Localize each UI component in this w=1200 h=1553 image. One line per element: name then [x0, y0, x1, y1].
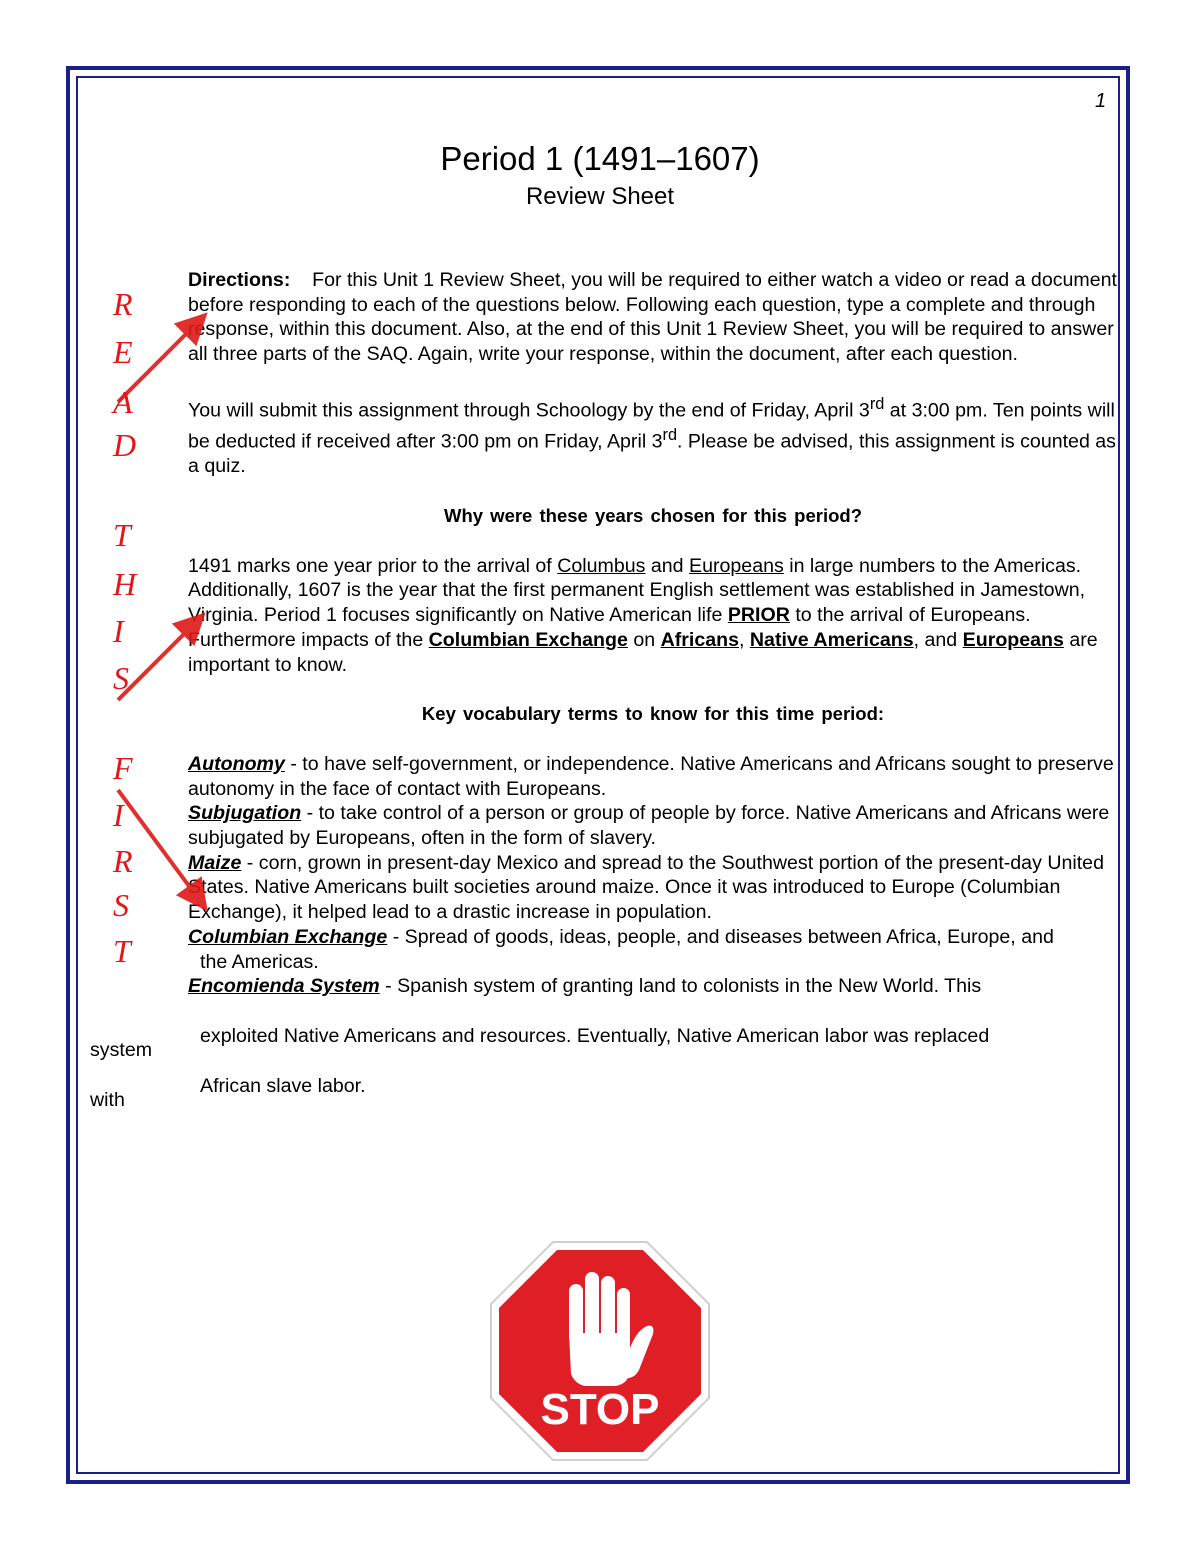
- arrow-right-up-icon: [118, 618, 200, 700]
- columbus-term: Columbus: [557, 554, 646, 577]
- annotation-letter: R: [113, 843, 133, 879]
- document-subtitle: Review Sheet: [525, 183, 675, 210]
- vocab-term: Subjugation: [188, 802, 302, 825]
- africans-term: Africans: [660, 628, 739, 651]
- ordinal-suffix: rd: [662, 426, 678, 445]
- vocab-definition: - corn, grown in present-day Mexico and spread to the Southwest portion of the present-day United States. Native Americans built societies around maize. Once it was introduced to Europe (Columbian Exchange), it helped lead to a drastic increase in population.: [188, 851, 1104, 924]
- encomienda-line-3: African slave labor.: [200, 1074, 366, 1097]
- vocab-definition: - to have self-government, or independence. Native Americans and Africans sought to preserve autonomy in the face of contact with Europeans.: [188, 752, 1114, 800]
- why-text: on: [627, 628, 661, 651]
- vocab-term: Autonomy: [188, 752, 285, 775]
- encomienda-overflow-word: system: [90, 1039, 153, 1061]
- encomienda-line-2: exploited Native Americans and resources. Eventually, Native American labor was replaced: [200, 1024, 990, 1047]
- annotation-letter: E: [113, 334, 133, 370]
- stop-sign-icon: [487, 1238, 713, 1464]
- vocab-definition: - to take control of a person or group of people by force. Native Americans and Africans were subjugated by Europeans, often in the form of slavery.: [188, 802, 1110, 850]
- annotation-letter: T: [113, 517, 131, 553]
- directions-label: Directions:: [188, 269, 291, 291]
- vocab-definition: - Spread of goods, ideas, people, and diseases between Africa, Europe, and: [387, 925, 1054, 948]
- arrow-right-down-icon: [118, 790, 203, 905]
- ordinal-suffix: rd: [869, 394, 885, 413]
- vocab-definition: - Spanish system of granting land to colonists in the New World. This: [379, 975, 982, 998]
- why-text: are important to know.: [188, 628, 1098, 676]
- annotation-letter: A: [113, 384, 133, 420]
- native-americans-term: Native Americans: [749, 628, 914, 651]
- vocab-heading: Key vocabulary terms to know for this time period:: [421, 703, 885, 725]
- submission-text-1: You will submit this assignment through Schoology by the end of Friday, April 3: [188, 399, 870, 422]
- annotation-letter: I: [113, 613, 124, 649]
- why-text: ,: [739, 628, 750, 651]
- annotation-letter: F: [113, 750, 133, 786]
- why-text: and: [645, 554, 690, 577]
- annotation-letter: D: [113, 427, 137, 463]
- stop-sign-text: STOP: [540, 1385, 660, 1434]
- europeans-bold-term: Europeans: [962, 628, 1064, 651]
- europeans-term: Europeans: [689, 554, 784, 577]
- directions-text: For this Unit 1 Review Sheet, you will be required to either watch a video or read a document before responding to each of the questions below. Following each question, type a complete and through response, within this document. Also, at the end of this Unit 1 Review Sheet, you will be required to answer all three parts of the SAQ. Again, write your response, within the document, after each question.: [188, 269, 1117, 366]
- page-number: 1: [1095, 90, 1107, 112]
- prior-emphasis: PRIOR: [727, 604, 790, 627]
- annotation-letter: S: [113, 660, 129, 696]
- why-text: in large numbers to the Americas. Additionally, 1607 is the year that the first permanent English settlement was established in Jamestown, Virginia. Period 1 focuses significantly on Native American life: [188, 554, 1086, 627]
- submission-text-2: at 3:00 pm. Ten points will be deducted if received after 3:00 pm on Friday, April 3: [188, 399, 1115, 453]
- annotation-letter: S: [113, 887, 129, 923]
- encomienda-overflow-word: with: [90, 1089, 125, 1111]
- document-title: Period 1 (1491–1607): [440, 140, 760, 177]
- vocab-term: Encomienda System: [188, 975, 380, 998]
- columbian-exchange-term: Columbian Exchange: [428, 628, 628, 651]
- annotation-letter: H: [113, 566, 137, 602]
- annotation-letter: I: [113, 797, 124, 833]
- arrow-right-up-icon: [118, 318, 202, 402]
- vocab-definition-continuation: the Americas.: [200, 950, 319, 973]
- annotation-letter: T: [113, 933, 131, 969]
- why-heading: Why were these years chosen for this period?: [443, 504, 863, 526]
- vocab-term: Maize: [188, 851, 242, 874]
- why-text: 1491 marks one year prior to the arrival of: [188, 554, 558, 577]
- why-text: , and: [913, 628, 963, 651]
- why-text: to the arrival of Europeans. Furthermore impacts of the: [188, 604, 1031, 651]
- annotation-letter: R: [113, 286, 133, 322]
- vocab-term: Columbian Exchange: [188, 925, 388, 948]
- submission-text-3: . Please be advised, this assignment is counted as a quiz.: [188, 430, 1116, 478]
